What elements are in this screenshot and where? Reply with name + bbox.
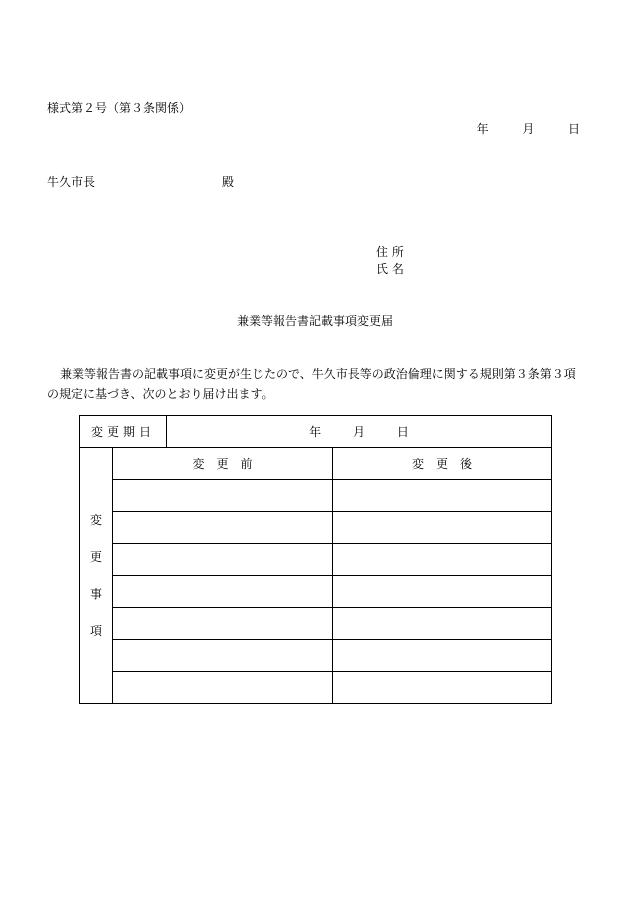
name-label: 氏 名 — [376, 261, 404, 276]
change-date-cell[interactable] — [167, 416, 552, 448]
date-year: 年 — [476, 122, 489, 136]
change-items-label — [80, 448, 113, 704]
change-date-year: 年 — [309, 425, 322, 439]
after-cell[interactable] — [333, 640, 552, 672]
addressee: 牛久市長 — [47, 175, 96, 189]
table-row — [80, 608, 552, 640]
document-title: 兼業等報告書記載事項変更届 — [236, 314, 393, 328]
date-day: 日 — [567, 122, 580, 136]
before-cell[interactable] — [113, 672, 333, 704]
after-cell[interactable] — [333, 608, 552, 640]
date-header — [477, 123, 580, 135]
change-date-label: 変更期日 — [80, 416, 167, 448]
change-items-char: 事 — [89, 586, 102, 601]
before-cell[interactable] — [113, 640, 333, 672]
address-label: 住 所 — [376, 245, 404, 259]
honorific: 殿 — [222, 175, 235, 189]
change-date-day: 日 — [396, 425, 409, 439]
before-cell[interactable] — [113, 512, 333, 544]
before-cell[interactable] — [113, 544, 333, 576]
table-row — [80, 512, 552, 544]
table-row — [80, 672, 552, 704]
change-items-char: 更 — [89, 549, 102, 564]
before-header: 変 更 前 — [113, 448, 333, 480]
change-items-char: 変 — [89, 512, 102, 527]
after-cell[interactable] — [333, 576, 552, 608]
change-table — [79, 415, 552, 704]
table-row — [80, 576, 552, 608]
before-cell[interactable] — [113, 576, 333, 608]
before-cell[interactable] — [113, 480, 333, 512]
after-cell[interactable] — [333, 544, 552, 576]
change-items-char: 項 — [89, 623, 102, 638]
after-cell[interactable] — [333, 480, 552, 512]
before-cell[interactable] — [113, 608, 333, 640]
after-header: 変 更 後 — [333, 448, 552, 480]
body-text: 兼業等報告書の記載事項に変更が生じたので、牛久市長等の政治倫理に関する規則第３条第３項の規定に基づき、次のとおり届け出ます。 — [47, 367, 576, 401]
applicant-block — [376, 244, 404, 278]
change-date-month: 月 — [353, 425, 366, 439]
table-row — [80, 544, 552, 576]
date-month: 月 — [522, 122, 535, 136]
after-cell[interactable] — [333, 672, 552, 704]
table-row — [80, 480, 552, 512]
form-number: 様式第２号（第３条関係） — [47, 101, 192, 115]
table-row — [80, 640, 552, 672]
after-cell[interactable] — [333, 512, 552, 544]
